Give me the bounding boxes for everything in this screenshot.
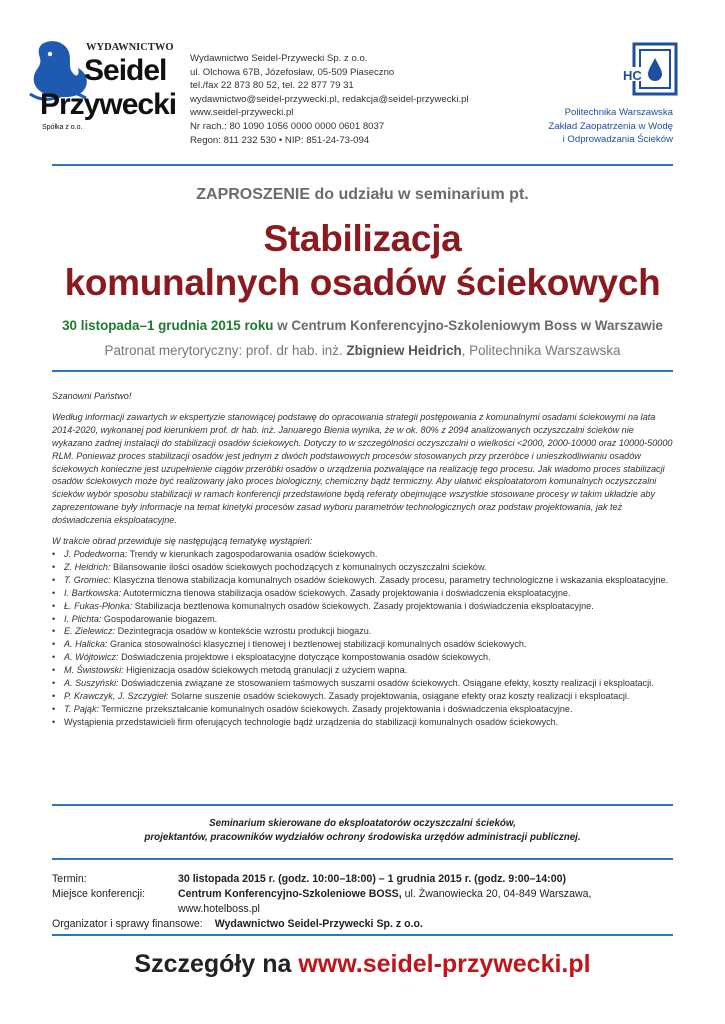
divider	[52, 370, 673, 372]
partner-logo	[622, 40, 680, 98]
divider	[52, 164, 673, 166]
agenda-list	[52, 548, 673, 729]
list-item	[52, 677, 673, 690]
partner-info	[548, 106, 673, 147]
talk-title: Bilansowanie ilości osadów ściekowych pochodzących z komunalnych oczyszczalni ścieków.	[110, 561, 487, 572]
talk-title: Doświadczenia związane ze stosowaniem taśmowych suszarni osadów ściekowych. Osiągane efekty, koszty realizacji i eksploatacji.	[118, 678, 654, 689]
speaker-name: T. Pająk:	[64, 703, 100, 714]
term-row	[52, 872, 673, 887]
seminar-title-line1: Stabilizacja	[263, 218, 462, 259]
intro-paragraph: Według informacji zawartych w ekspertyzie stanowiącej podstawę do opracowania strategii postępowania z komunalnymi osadami ściekowymi na lata 2014-2020, wykonanej pod kierunkiem prof. dr hab. inż. Januarego Bienia wynika, że w ok. 80% z 2094 analizowanych oczyszczalni ścieków nie wykazano żadnej instalacji do stabilizacji osadów ściekowych. Dotyczy to w szczególności oczyszczalni o wielkości <2000, 2000-10000 oraz 10000-50000 RLM. Ponieważ proces stabilizacji osadów jest jednym z dwóch podstawowych procesów stosowanych przy przeróbce i unieszkodliwianiu osadów ściekowych konieczne jest uzupełnienie ciągów przeróbki osadów o urządzenia pozwalające na realizację tego procesu. Jak wiadomo proces stabilizacji osadów ściekowych może być realizowany jako proces biologiczny, chemiczny bądź termiczny. Aby ułatwić eksploatatorom komunalnych oczyszczalni ścieków wybór sposobu stabilizacji w ramach konferencji przedstawione będą referaty obejmujące wszystkie stosowane procesy w takim układzie aby zaprezentowane były informacje na temat kinetyki procesów zasad wyboru parametrów technologicznych oraz podstaw projektowania, jak też doświadczenia eksploatacyjne.	[52, 411, 673, 526]
seminar-title-line2: komunalnych osadów ściekowych	[64, 262, 661, 303]
patron-name: Zbigniew Heidrich	[346, 343, 462, 358]
speaker-name: A. Suszyński:	[64, 678, 119, 689]
talk-title: Termiczne przekształcanie komunalnych osadów ściekowych. Zasady projektowania i doświadczenia eksploatacyjne.	[99, 703, 573, 714]
list-item	[52, 651, 673, 664]
talk-title: Autotermiczna tlenowa stabilizacja osadów ściekowych. Zasady projektowania i doświadczenia eksploatacyjne.	[121, 587, 571, 598]
talk-title: Higienizacja osadów ściekowych metodą granulacji z użyciem wapna.	[123, 665, 408, 676]
publisher-line: www.seidel-przywecki.pl	[190, 107, 294, 119]
talk-title: Solarne suszenie osadów ściekowych. Zasady projektowania, osiągane efekty oraz koszty realizacji i eksploatacji.	[168, 690, 630, 701]
footer-url-link[interactable]: www.seidel-przywecki.pl	[298, 950, 591, 978]
talk-title: Klasyczna tlenowa stabilizacja komunalnych osadów ściekowych. Zasady procesu, parametry technologiczne i wskazania eksploatacyjne.	[110, 574, 669, 585]
divider	[52, 934, 673, 936]
talk-title: Trendy w kierunkach zagospodarowania osadów ściekowych.	[127, 548, 378, 559]
logo-word-seidel: Seidel	[84, 54, 167, 87]
publisher-line: Wydawnictwo Seidel-Przywecki Sp. z o.o.	[190, 53, 368, 64]
speaker-name: T. Gromiec:	[64, 574, 111, 585]
logo-top-word: WYDAWNICTWO	[86, 42, 174, 53]
publisher-line: ul. Olchowa 67B, Józefosław, 05-509 Piaseczno	[190, 66, 395, 78]
speaker-name: Ł. Fukas-Płonka:	[64, 600, 133, 611]
speaker-name: I. Plichta:	[64, 613, 102, 624]
venue-address: ul. Żwanowiecka 20, 04-849 Warszawa,	[401, 888, 592, 900]
dates-venue-line	[0, 318, 725, 333]
venue-label: Miejsce konferencji:	[52, 888, 146, 900]
speaker-name: M. Świstowski:	[64, 665, 124, 676]
talk-title: Granica stosowalności klasycznej i tlenowej i beztlenowej stabilizacji komunalnych osadów ściekowych.	[107, 639, 527, 650]
publisher-line: Nr rach.: 80 1090 1056 0000 0000 0601 8037	[190, 120, 385, 132]
talk-title: Wystąpienia przedstawicieli firm oferujących technologie bądź urządzenia do stabilizacji komunalnych osadów ściekowych.	[64, 716, 559, 727]
divider	[52, 804, 673, 806]
logo-word-przywecki: Przywecki	[40, 88, 177, 121]
talk-title: Stabilizacja beztlenowa komunalnych osadów ściekowych. Zasady projektowania i doświadczenia eksploatacyjne.	[132, 600, 594, 611]
agenda-intro: W trakcie obrad przewiduje się następującą tematykę wystąpień:	[52, 536, 313, 547]
partner-line: i Odprowadzania Ścieków	[562, 134, 673, 146]
divider	[52, 858, 673, 860]
list-item	[52, 664, 673, 677]
list-item	[52, 703, 673, 716]
organizer-row	[52, 917, 673, 932]
organizer-label: Organizator i sprawy finansowe:	[52, 918, 203, 930]
list-item	[52, 548, 673, 561]
list-item	[52, 613, 673, 626]
footer-cta	[0, 950, 725, 979]
speaker-name: P. Krawczyk, J. Szczygieł:	[64, 690, 169, 701]
talk-title: Gospodarowanie biogazem.	[101, 613, 218, 624]
organizer-value: Wydawnictwo Seidel-Przywecki Sp. z o.o.	[214, 918, 423, 930]
patron-suffix: , Politechnika Warszawska	[461, 343, 621, 358]
patron-prefix: Patronat merytoryczny: prof. dr hab. inż.	[104, 343, 347, 358]
partner-line: Politechnika Warszawska	[564, 107, 673, 118]
audience-line: Seminarium skierowane do eksploatatorów oczyszczalni ścieków,	[209, 818, 516, 829]
list-item	[52, 600, 673, 613]
greeting: Szanowni Państwo!	[52, 391, 132, 401]
speaker-name: Z. Heidrich:	[64, 561, 111, 572]
term-value: 30 listopada 2015 r. (godz. 10:00–18:00) – 1 grudnia 2015 r. (godz. 9:00–14:00)	[178, 873, 567, 885]
speaker-name: J. Podedworna:	[64, 548, 128, 559]
publisher-line: wydawnictwo@seidel-przywecki.pl, redakcja@seidel-przywecki.pl	[190, 93, 469, 105]
footer-prefix: Szczegóły na	[134, 950, 299, 978]
partner-logo-letters: HC	[623, 68, 642, 83]
speaker-name: A. Halicka:	[64, 639, 108, 650]
venue-name: Centrum Konferencyjno-Szkoleniowe BOSS,	[178, 888, 402, 900]
speaker-name: I. Bartkowska:	[64, 587, 122, 598]
logo-suffix: Spółka z o.o.	[42, 124, 83, 131]
publisher-line: tel./fax 22 873 80 52, tel. 22 877 79 31	[190, 80, 354, 92]
venue-row	[52, 887, 673, 917]
letter-body	[52, 390, 673, 729]
publisher-line: Regon: 811 232 530 • NIP: 851-24-73-094	[190, 134, 370, 146]
patronage-line	[0, 343, 725, 358]
speaker-name: E. Zielewicz:	[64, 626, 116, 637]
talk-title: Dezintegracja osadów w kontekście wzrostu produkcji biogazu.	[115, 626, 372, 637]
list-item	[52, 561, 673, 574]
publisher-contact	[190, 52, 469, 147]
list-item	[52, 625, 673, 638]
target-audience	[52, 817, 673, 845]
speaker-name: A. Wójtowicz:	[64, 652, 119, 663]
publisher-logo	[28, 36, 188, 146]
seminar-venue: w Centrum Konferencyjno-Szkoleniowym Boss w Warszawie	[273, 318, 663, 333]
invite-heading: ZAPROSZENIE do udziału w seminarium pt.	[196, 186, 529, 203]
venue-url-link[interactable]: www.hotelboss.pl	[178, 903, 260, 915]
term-label: Termin:	[52, 873, 87, 885]
list-item	[52, 574, 673, 587]
list-item	[52, 638, 673, 651]
list-item	[52, 587, 673, 600]
talk-title: Doświadczenia projektowe i eksploatacyjne dotyczące kompostowania osadów ściekowych.	[118, 652, 491, 663]
partner-line: Zakład Zaopatrzenia w Wodę	[548, 120, 673, 132]
audience-line: projektantów, pracowników wydziałów ochrony środowiska urzędów administracji publicznej.	[144, 832, 581, 843]
list-item	[52, 690, 673, 703]
seminar-dates: 30 listopada–1 grudnia 2015 roku	[62, 318, 274, 333]
list-item	[52, 716, 673, 729]
event-details	[52, 872, 673, 932]
